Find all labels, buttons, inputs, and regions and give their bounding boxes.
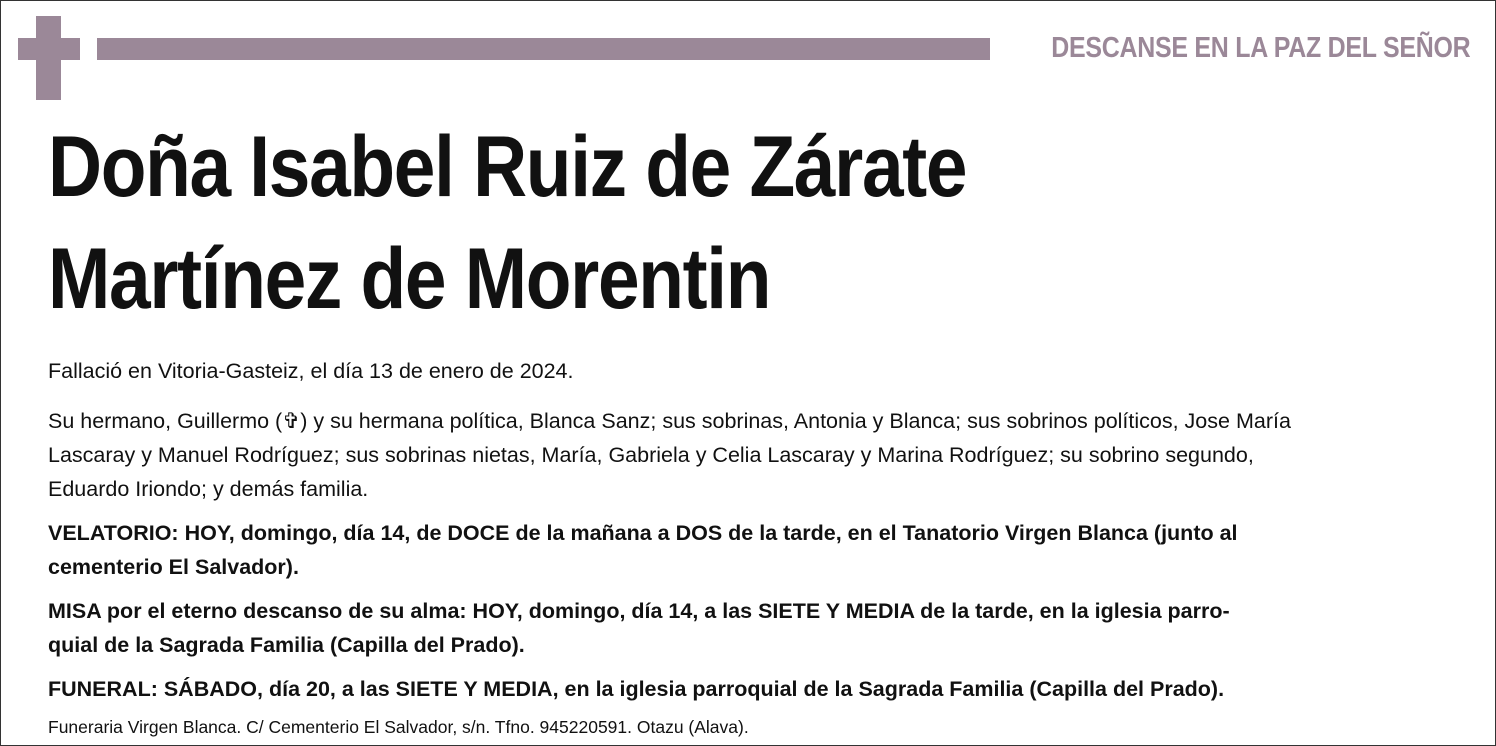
death-notice: Fallació en Vitoria-Gasteiz, el día 13 de enero de 2024. — [48, 359, 574, 383]
family-line: Su hermano, Guillermo (✞) y su hermana política, Blanca Sanz; sus sobrinas, Antonia y Blanca; sus sobrinos políticos, Jose María — [48, 409, 1291, 433]
velatorio-line: VELATORIO: HOY, domingo, día 14, de DOCE de la mañana a DOS de la tarde, en el Tanatorio Virgen Blanca (junto al — [48, 521, 1238, 545]
funeral-home-footer: Funeraria Virgen Blanca. C/ Cementerio El Salvador, s/n. Tfno. 945220591. Otazu (Alava). — [48, 717, 749, 737]
header-bar — [97, 38, 990, 60]
family-line: Lascaray y Manuel Rodríguez; sus sobrinas nietas, María, Gabriela y Celia Lascaray y Marina Rodríguez; su sobrino segundo, — [48, 443, 1254, 467]
cross-horizontal — [18, 38, 80, 60]
misa-line: quial de la Sagrada Familia (Capilla del Prado). — [48, 633, 525, 657]
deceased-name-line1: Doña Isabel Ruiz de Zárate — [48, 119, 967, 215]
velatorio-line: cementerio El Salvador). — [48, 555, 299, 579]
family-line: Eduardo Iriondo; y demás familia. — [48, 477, 369, 501]
deceased-name-line2: Martínez de Morentin — [48, 231, 771, 327]
header-tagline: DESCANSE EN LA PAZ DEL SEÑOR — [1050, 32, 1470, 64]
funeral-line: FUNERAL: SÁBADO, día 20, a las SIETE Y MEDIA, en la iglesia parroquial de la Sagrada Familia (Capilla del Prado). — [48, 677, 1225, 701]
misa-line: MISA por el eterno descanso de su alma: HOY, domingo, día 14, a las SIETE Y MEDIA de la tarde, en la iglesia parro- — [48, 599, 1230, 623]
